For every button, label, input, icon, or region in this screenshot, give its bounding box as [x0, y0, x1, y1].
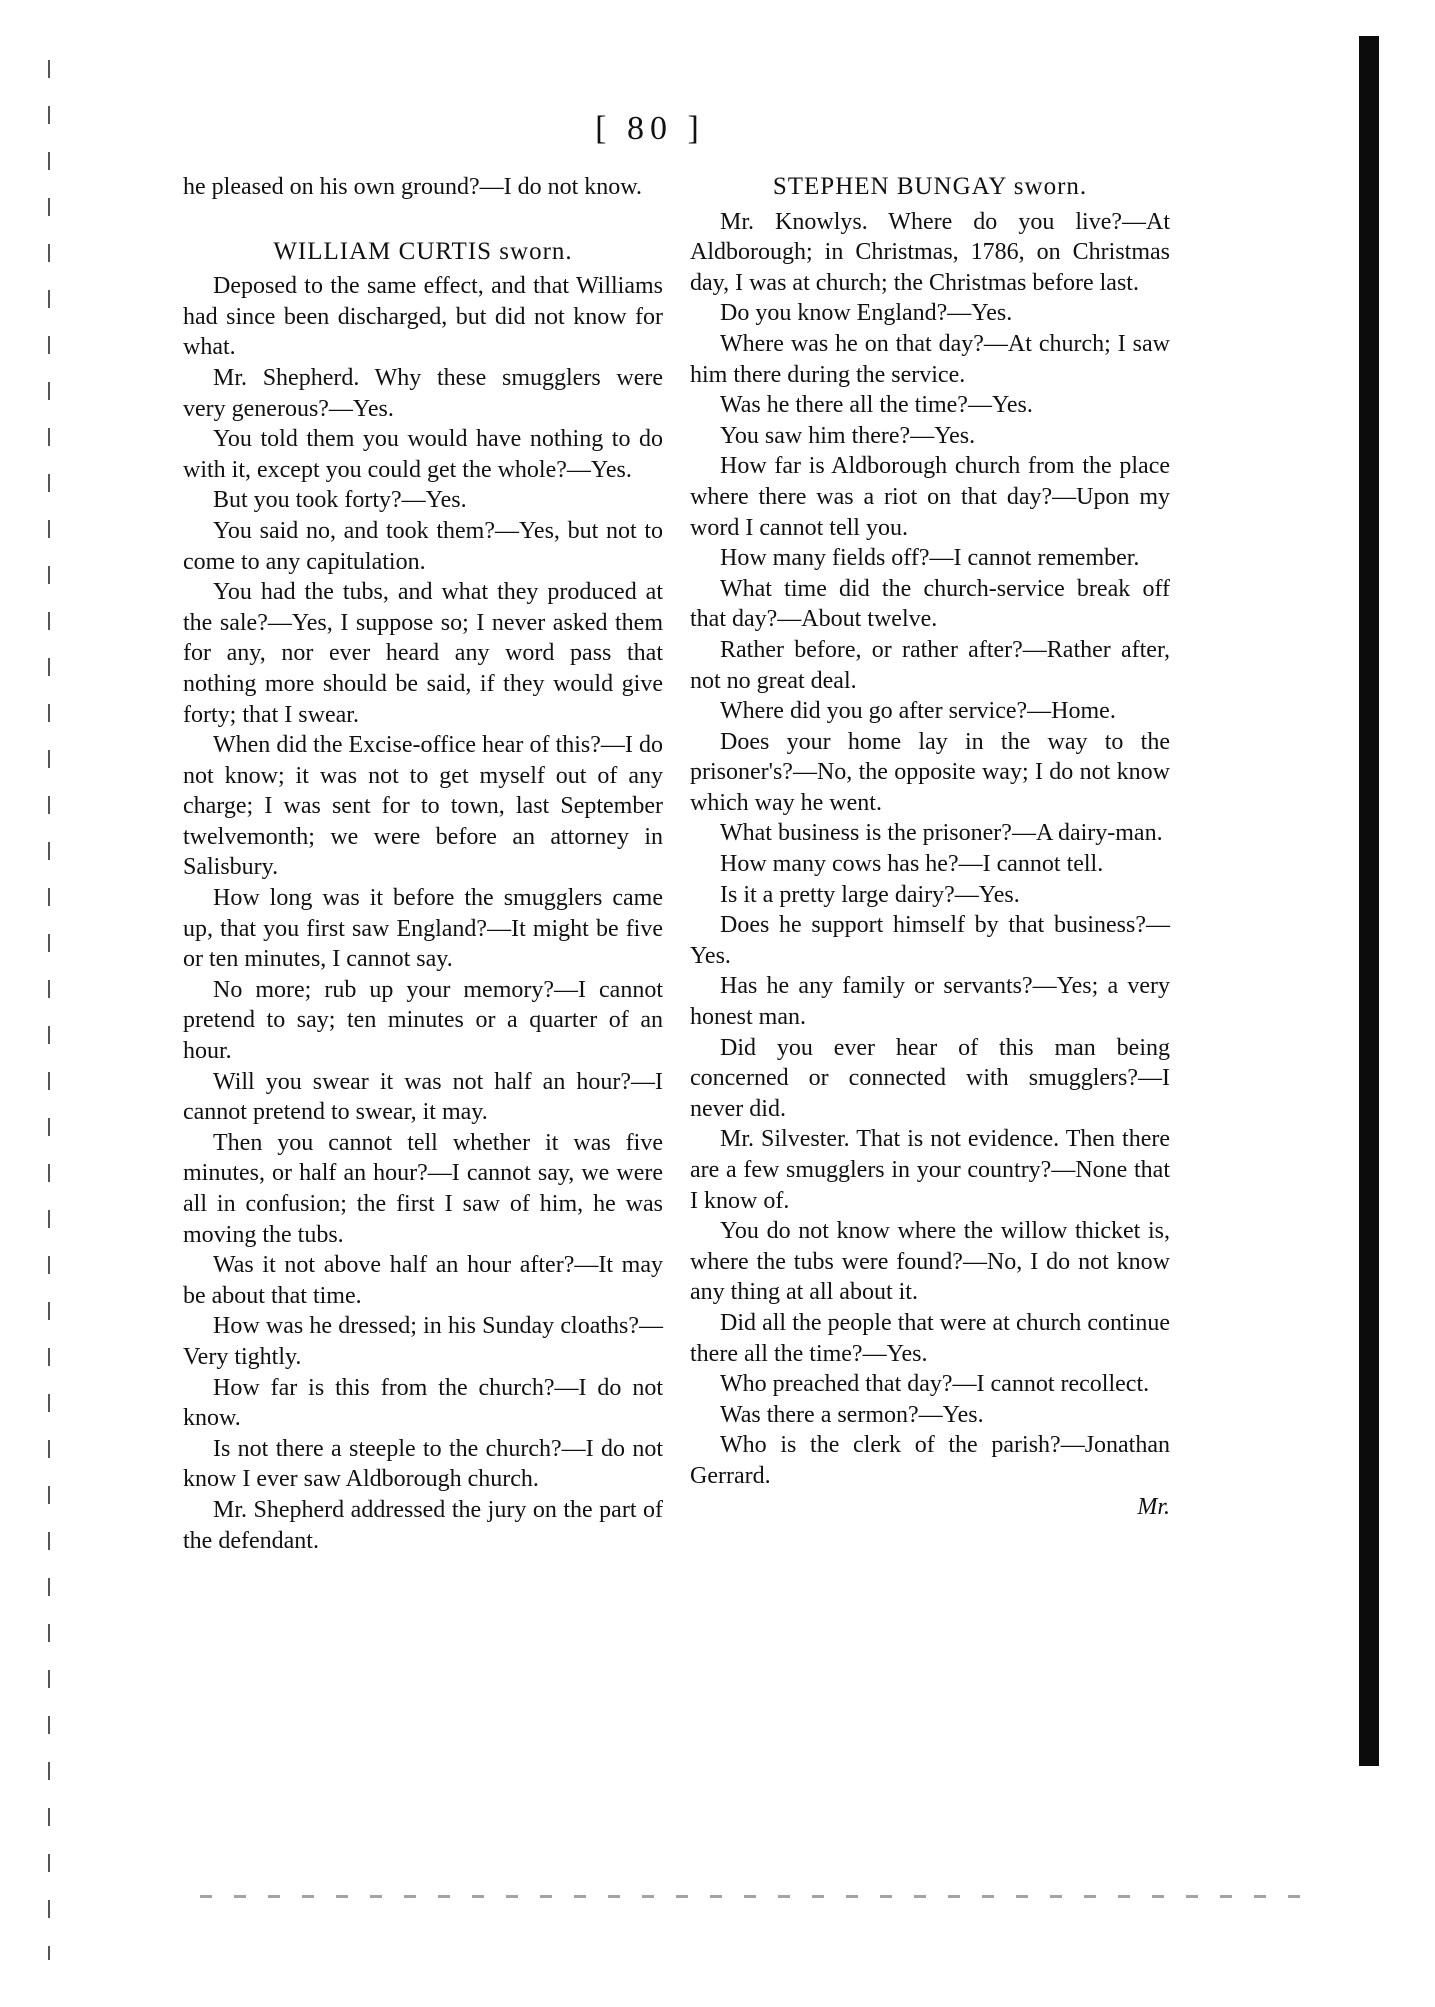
paragraph: Mr.	[1137, 1493, 1170, 1520]
paragraph: Does your home lay in the way to the prisoner's?—No, the opposite way; I do not know which way he went.	[690, 728, 1170, 816]
paragraph: What time did the church-service break off that day?—About twelve.	[690, 575, 1170, 633]
paragraph: When did the Excise-office hear of this?—I do not know; it was not to get myself out of any charge; I was sent for to town, last September twelvemonth; we were before an attorney in Salisbury.	[183, 732, 663, 881]
paragraph: Mr. Shepherd. Why these smugglers were very generous?—Yes.	[183, 364, 663, 422]
paragraph: You saw him there?—Yes.	[720, 422, 976, 449]
paragraph: How long was it before the smugglers came up, that you first saw England?—It might be five or ten minutes, I cannot say.	[183, 885, 663, 973]
paragraph: Does he support himself by that business?—Yes.	[690, 912, 1170, 969]
paragraph: No more; rub up your memory?—I cannot pretend to say; ten minutes or a quarter of an hour.	[183, 976, 663, 1065]
witness-heading: WILLIAM CURTIS sworn.	[273, 237, 573, 265]
paragraph: But you took forty?—Yes.	[213, 487, 467, 514]
paragraph: Mr. Silvester. That is not evidence. Then there are a few smugglers in your country?—None that I know of.	[690, 1126, 1170, 1214]
paragraph: Did you ever hear of this man being concerned or connected with smugglers?—I never did.	[690, 1034, 1170, 1122]
binding-edge-bar	[1359, 36, 1379, 1766]
page-number: [ 80 ]	[595, 110, 705, 147]
right-column	[690, 172, 1170, 1522]
paragraph: he pleased on his own ground?—I do not know.	[183, 174, 643, 200]
paragraph: Mr. Knowlys. Where do you live?—At Aldborough; in Christmas, 1786, on Christmas day, I was at church; the Christmas before last.	[690, 208, 1170, 296]
paragraph: Is it a pretty large dairy?—Yes.	[720, 881, 1020, 908]
paragraph: What business is the prisoner?—A dairy-man.	[720, 820, 1163, 847]
paragraph: Was he there all the time?—Yes.	[720, 392, 1033, 419]
paragraph: Did all the people that were at church continue there all the time?—Yes.	[690, 1309, 1170, 1367]
paragraph: Deposed to the same effect, and that Williams had since been discharged, but did not know for what.	[183, 273, 663, 361]
paragraph: How was he dressed; in his Sunday cloaths?—Very tightly.	[183, 1313, 663, 1370]
paragraph: Then you cannot tell whether it was five minutes, or half an hour?—I cannot say, we were all in confusion; the first I saw of him, he was moving the tubs.	[183, 1129, 663, 1248]
paragraph: Mr. Shepherd addressed the jury on the part of the defendant.	[183, 1496, 663, 1554]
paragraph: Who preached that day?—I cannot recollect.	[720, 1371, 1150, 1398]
paragraph: Has he any family or servants?—Yes; a very honest man.	[690, 973, 1170, 1031]
left-column	[183, 172, 663, 1556]
paragraph: Where did you go after service?—Home.	[720, 698, 1116, 725]
paragraph: How many cows has he?—I cannot tell.	[720, 851, 1104, 878]
paragraph: Was it not above half an hour after?—It may be about that time.	[183, 1252, 663, 1309]
paragraph: How far is this from the church?—I do not know.	[183, 1374, 663, 1432]
paragraph: Will you swear it was not half an hour?—I cannot pretend to swear, it may.	[183, 1068, 663, 1126]
paragraph: Is not there a steeple to the church?—I do not know I ever saw Aldborough church.	[183, 1435, 663, 1493]
scan-noise	[200, 1895, 1300, 1898]
witness-heading: STEPHEN BUNGAY sworn.	[772, 173, 1088, 200]
page-edge-shadow	[48, 60, 50, 1960]
paragraph: Rather before, or rather after?—Rather after, not no great deal.	[690, 636, 1170, 694]
paragraph: Where was he on that day?—At church; I saw him there during the service.	[690, 330, 1170, 388]
paragraph: How many fields off?—I cannot remember.	[720, 545, 1140, 572]
paragraph: How far is Aldborough church from the place where there was a riot on that day?—Upon my word I cannot tell you.	[690, 453, 1170, 541]
paragraph: You had the tubs, and what they produced at the sale?—Yes, I suppose so; I never asked them for any, nor ever heard any word pass that nothing more should be said, if they would give forty; that I swear.	[183, 579, 663, 728]
paragraph: Do you know England?—Yes.	[720, 300, 1013, 327]
paragraph: Was there a sermon?—Yes.	[720, 1401, 984, 1428]
paragraph: You told them you would have nothing to do with it, except you could get the whole?—Yes.	[183, 426, 663, 483]
paragraph: Who is the clerk of the parish?—Jonathan Gerrard.	[690, 1432, 1170, 1489]
paragraph: You said no, and took them?—Yes, but not to come to any capitulation.	[183, 517, 663, 575]
paragraph: You do not know where the willow thicket is, where the tubs were found?—No, I do not know any thing at all about it.	[690, 1218, 1170, 1306]
